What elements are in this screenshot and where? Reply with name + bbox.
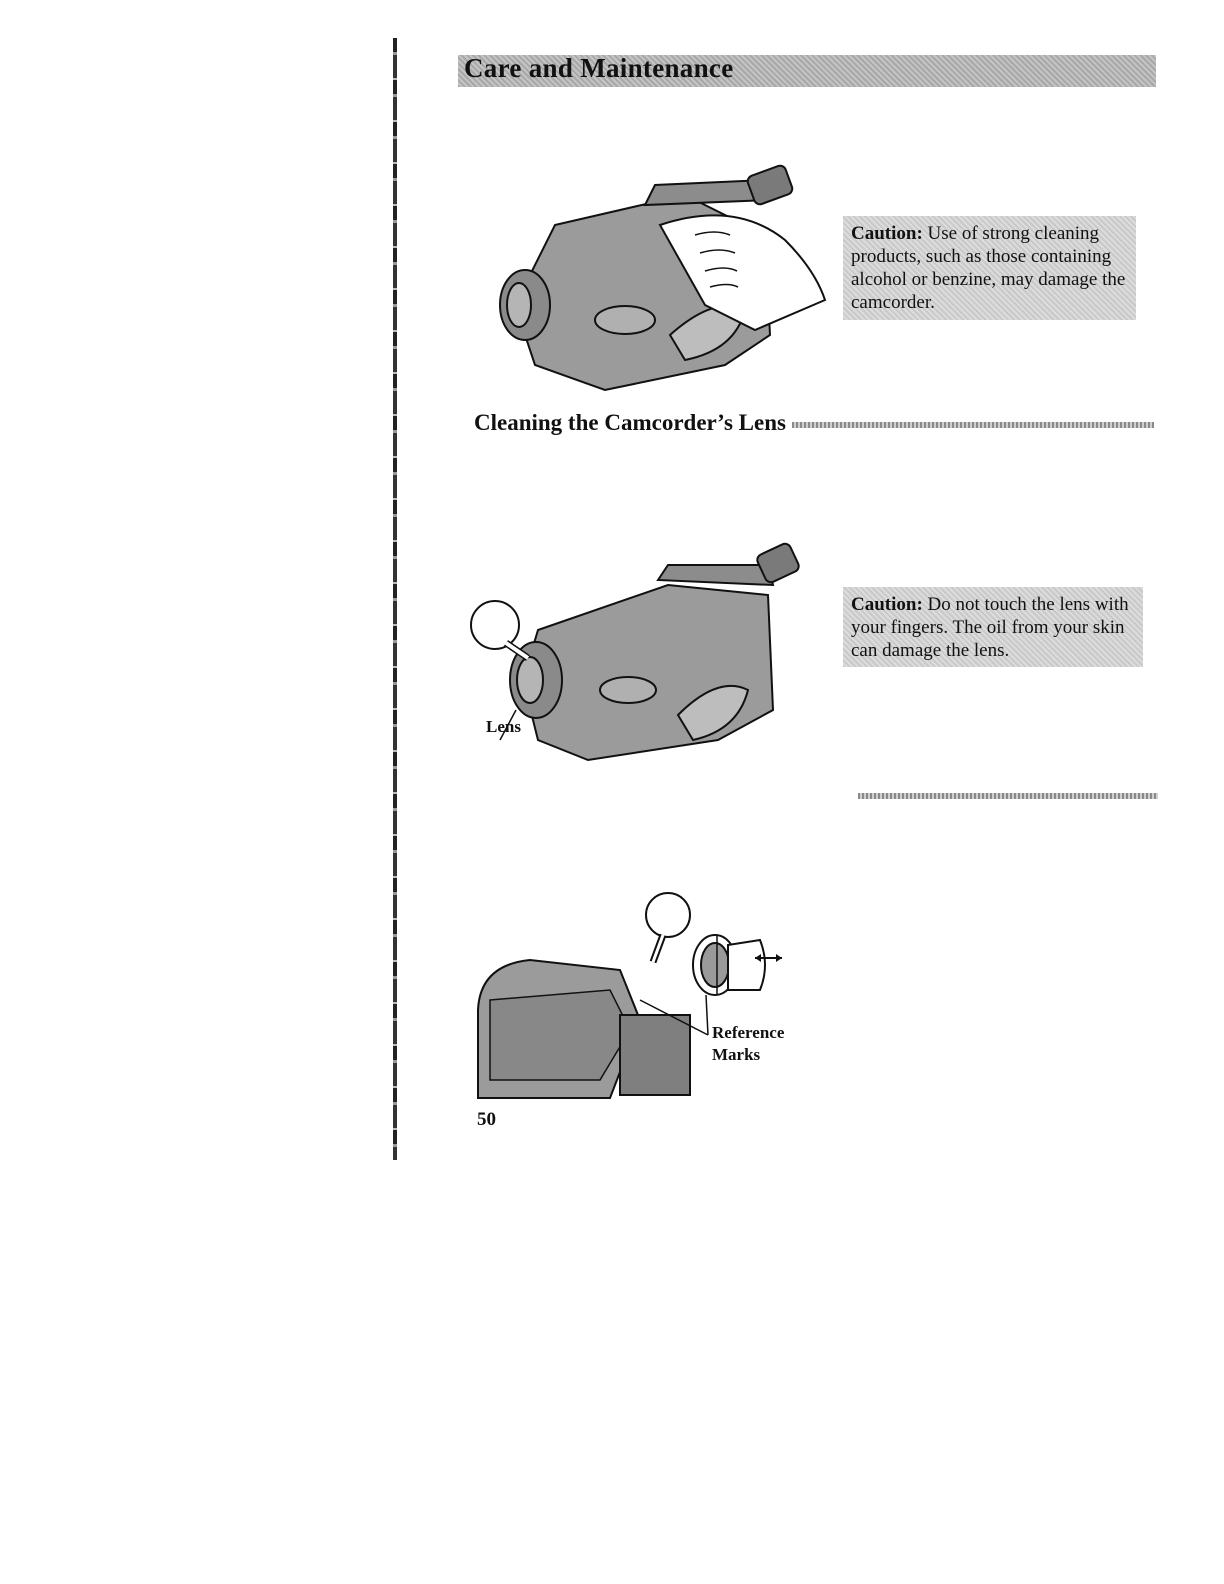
viewfinder-eyecup-illustration — [470, 890, 800, 1100]
section-title: Cleaning the Camcorder’s Lens — [474, 410, 786, 435]
page-number: 50 — [477, 1109, 496, 1130]
caution-text: Use of strong cleaning products, such as those containing alcohol or benzine, may damage the camcorder. — [851, 223, 1126, 313]
caution-box-lens-touch — [843, 587, 1143, 667]
section-title-rule — [792, 422, 1154, 428]
camcorder-wiping-illustration — [495, 165, 840, 395]
caution-text: Do not touch the lens with your fingers. The oil from your skin can damage the lens. — [851, 594, 1129, 661]
section-header-band — [458, 55, 1156, 87]
page-binding-edge — [393, 38, 397, 1160]
lens-label: Lens — [486, 717, 521, 736]
section-divider-rule — [858, 793, 1158, 799]
reference-marks-label-line1: Reference — [712, 1023, 785, 1042]
caution-label: Caution: — [851, 223, 923, 244]
caution-box-cleaning-products — [843, 216, 1136, 320]
reference-marks-label-line2: Marks — [712, 1045, 761, 1064]
page-title: Care and Maintenance — [464, 53, 734, 83]
caution-label: Caution: — [851, 594, 923, 615]
